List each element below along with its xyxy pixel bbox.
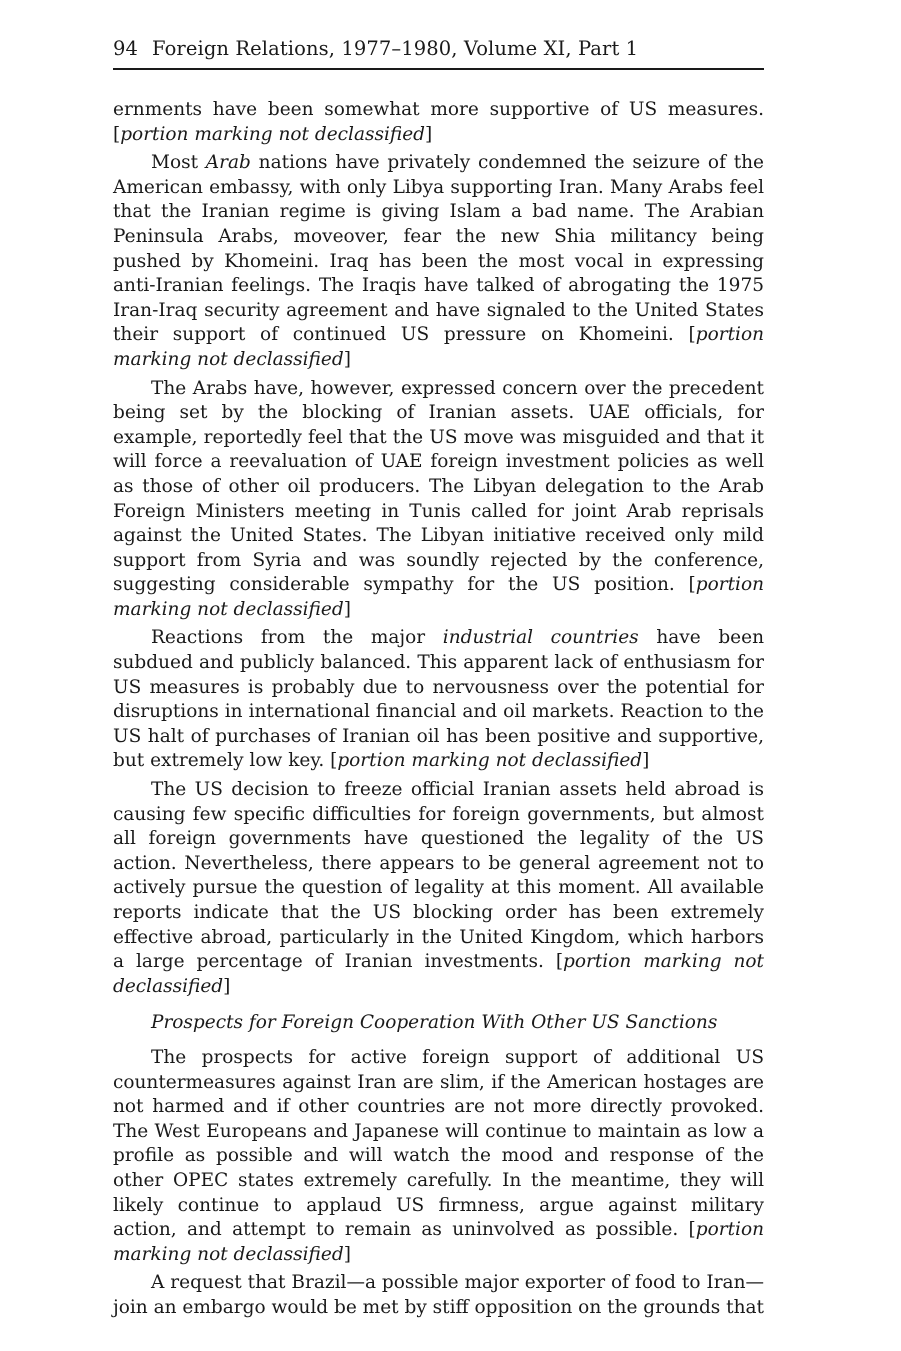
text-run: Reactions from the major — [151, 627, 443, 649]
italic-text: portion marking not declassified — [113, 574, 764, 620]
text-run: ] — [425, 123, 433, 145]
document-body — [113, 98, 764, 1321]
italic-text: portion marking not declassified — [120, 123, 426, 145]
text-run: ] — [642, 750, 650, 772]
text-run: have been subdued and publicly balanced. This apparent lack of enthusiasm for US measures is probably due to nervousness over the potential for disruptions in international financial and oil markets. Reaction to the US halt of purchases of Iranian oil has been positive and supportive, but extremely low key. [ — [113, 627, 764, 772]
text-run: ] — [343, 598, 351, 620]
text-run: ] — [223, 975, 231, 997]
text-run: ernments have been somewhat more supportive of US measures. [ — [113, 99, 764, 145]
paragraph-p1 — [113, 151, 764, 372]
paragraph-p2 — [113, 377, 764, 623]
italic-text: industrial countries — [442, 627, 639, 649]
text-run: A request that Brazil—a possible major exporter of food to Iran—join an embargo would be met by stiff opposition on the grounds that — [113, 1272, 764, 1318]
text-run: The US decision to freeze official Iranian assets held abroad is causing few specific difficulties for foreign governments, but almost all foreign governments have questioned the legality of the US action. Nevertheless, there appears to be general agreement not to actively pursue the question of legality at this moment. All available reports indicate that the US blocking order has been extremely effective abroad, particularly in the United Kingdom, which harbors a large percentage of Iranian investments. [ — [113, 779, 764, 973]
italic-text: portion marking not declassified — [113, 324, 764, 370]
text-run: The Arabs have, however, expressed concern over the precedent being set by the blocking of Iranian assets. UAE officials, for example, reportedly feel that the US move was misguided and that it will force a reevaluation of UAE foreign investment policies as well as those of other oil producers. The Libyan delegation to the Arab Foreign Ministers meeting in Tunis called for joint Arab reprisals against the United States. The Libyan initiative received only mild support from Syria and was soundly rejected by the conference, suggesting considerable sympathy for the US position. [ — [113, 377, 764, 596]
paragraph-p5 — [113, 1046, 764, 1267]
section-subheading: Prospects for Foreign Cooperation With Other US Sanctions — [151, 1012, 718, 1034]
text-run: The prospects for active foreign support of additional US countermeasures against Iran are slim, if the American hostages are not harmed and if other countries are not more directly provoked. The West Europeans and Japanese will continue to maintain as low a profile as possible and will watch the mood and response of the other OPEC states extremely carefully. In the meantime, they will likely continue to applaud US firmness, argue against military action, and attempt to remain as uninvolved as possible. [ — [113, 1046, 764, 1241]
text-run: ] — [343, 348, 351, 370]
text-run: Most — [151, 152, 206, 174]
paragraph-group-after — [113, 1046, 764, 1321]
italic-text: Arab — [205, 152, 251, 174]
italic-text: portion marking not declassified — [113, 951, 764, 997]
paragraph-p3 — [113, 626, 764, 774]
document-page — [113, 34, 764, 1325]
paragraph-group-before — [113, 98, 764, 999]
page-number: 94 — [113, 37, 139, 60]
paragraph-p6 — [113, 1271, 764, 1320]
italic-text: portion marking not declassified — [337, 750, 643, 772]
text-run: ] — [343, 1243, 351, 1265]
running-title: Foreign Relations, 1977–1980, Volume XI, Part 1 — [152, 37, 639, 60]
paragraph-p4 — [113, 778, 764, 999]
italic-text: portion marking not declassified — [113, 1219, 764, 1265]
running-header — [113, 34, 764, 70]
text-run: nations have privately condemned the seizure of the American embassy, with only Libya supporting Iran. Many Arabs feel that the Iranian regime is giving Islam a bad name. The Arabian Peninsula Arabs, moveover, fear the new Shia militancy being pushed by Khomeini. Iraq has been the most vocal in expressing anti-Iranian feelings. The Iraqis have talked of abrogating the 1975 Iran-Iraq security agreement and have signaled to the United States their support of continued US pressure on Khomeini. [ — [113, 152, 764, 346]
paragraph-p0 — [113, 98, 764, 147]
